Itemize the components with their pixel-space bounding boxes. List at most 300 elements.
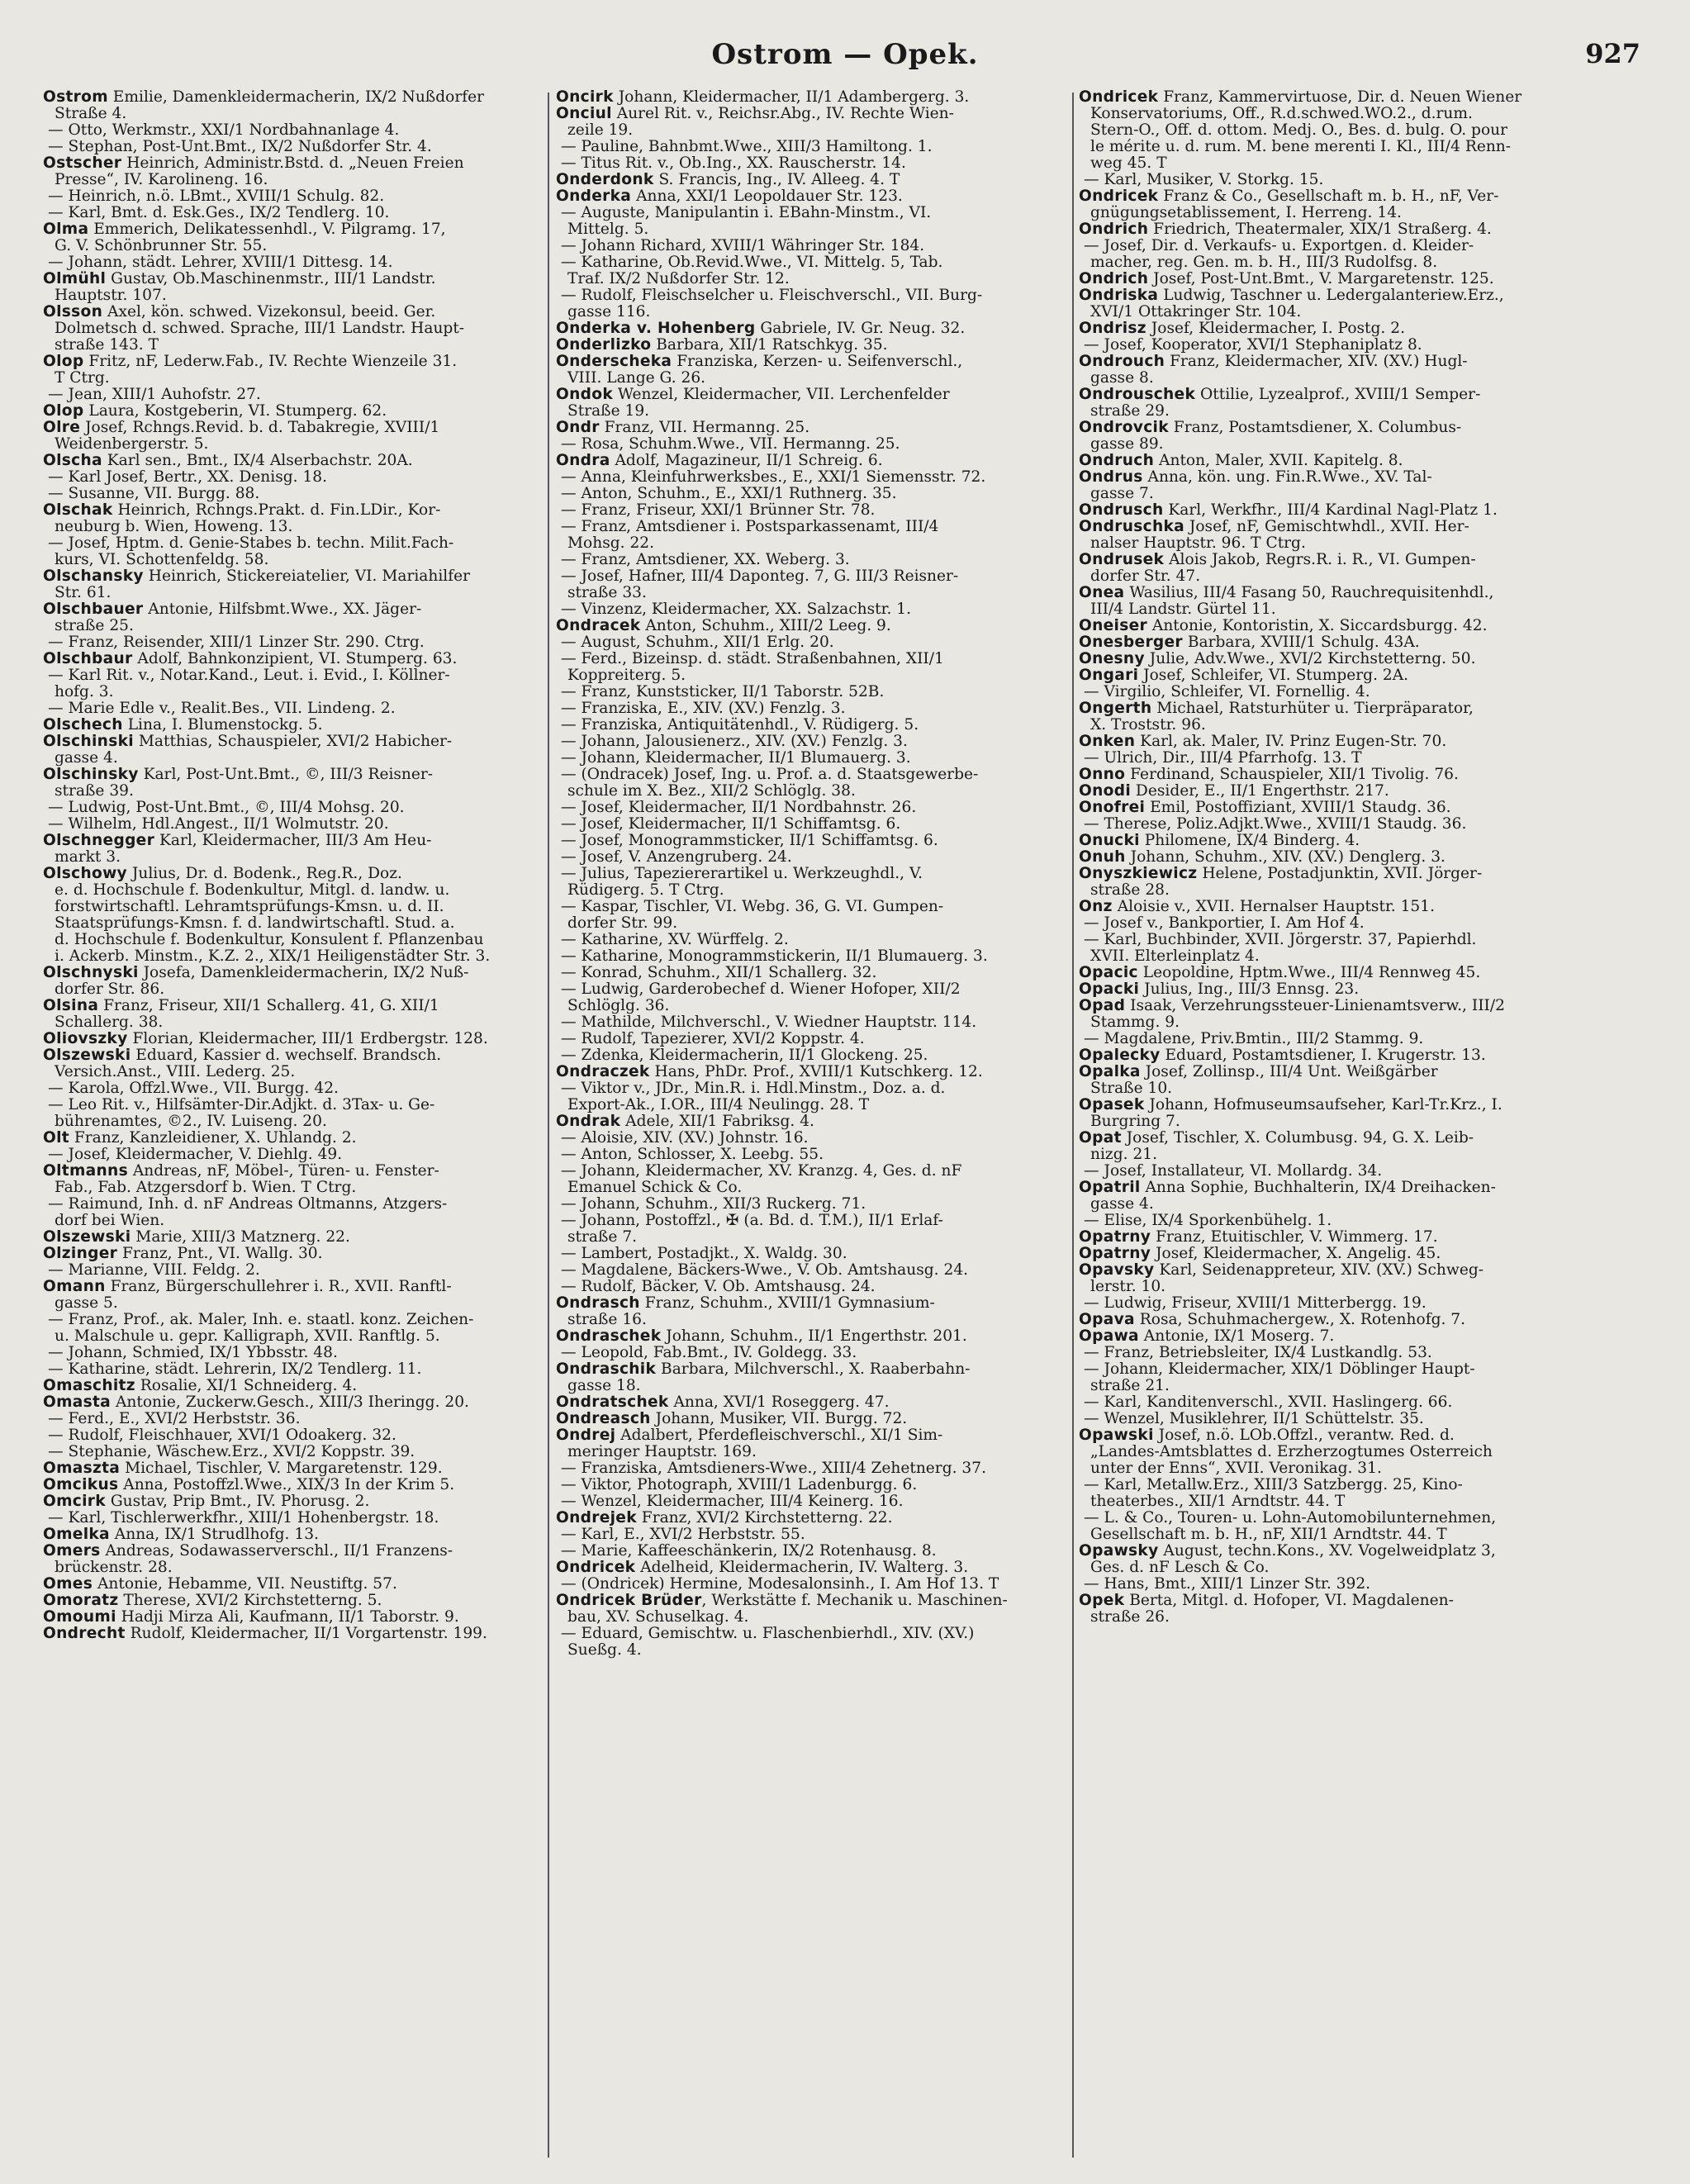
entry-text: Antonie, Zuckerw.Gesch., XIII/3 Iheringg. 20. <box>111 1394 469 1411</box>
entry-line <box>1079 1229 1588 1246</box>
entry-text: Wenzel, Kleidermacher, VII. Lerchenfelder <box>613 387 950 403</box>
continuation-line: Burgring 7. <box>1090 1113 1180 1130</box>
entry-text: Leopoldine, Hptm.Wwe., III/4 Rennweg 45. <box>1137 965 1481 981</box>
sub-entry-line: — Josef, Hafner, III/4 Daponteg. 7, G. III/3 Reisner- <box>561 568 959 585</box>
entry-text: Adele, XII/1 Fabriksg. 4. <box>620 1113 814 1130</box>
entry-text: Barbara, XVIII/1 Schulg. 43A. <box>1182 634 1420 651</box>
continuation-line: dorfer Str. 99. <box>567 915 678 932</box>
entry-surname: Ondra <box>556 453 610 469</box>
continuation-line: gasse 116. <box>567 304 651 320</box>
sub-entry-line: — Karl, Kanditenverschl., XVII. Haslingerg. 66. <box>1084 1394 1453 1411</box>
continuation-line: XVI/1 Ottakringer Str. 104. <box>1090 304 1302 320</box>
entry-text: Ferdinand, Schauspieler, XII/1 Tivolig. 76. <box>1125 767 1459 783</box>
entry-line <box>1079 221 1588 238</box>
entry-surname: Olop <box>43 403 84 420</box>
continuation-line: unter der Enns“, XVII. Veronikag. 31. <box>1090 1460 1382 1477</box>
entry-surname: Ondricek <box>556 1560 636 1576</box>
entry-surname: Opava <box>1079 1312 1135 1328</box>
sub-entry-line: — Katharine, städt. Lehrerin, IX/2 Tendlerg. 11. <box>48 1361 422 1378</box>
entry-line <box>556 1411 1068 1427</box>
sub-entry-line: — Auguste, Manipulantin i. EBahn-Minstm., VI. <box>561 205 932 221</box>
sub-entry-line: — Johann Richard, XVIII/1 Währinger Str. 184. <box>561 238 925 254</box>
entry-line <box>556 387 1068 403</box>
sub-entry-line: — Josef, Monogrammsticker, II/1 Schiffamtsg. 6. <box>561 833 938 849</box>
sub-entry-line: — Therese, Poliz.Adjkt.Wwe., XVIII/1 Staudg. 36. <box>1084 816 1467 833</box>
entry-line <box>1079 287 1588 304</box>
entry-surname: Opacic <box>1079 965 1138 981</box>
entry-surname: Omoratz <box>43 1593 119 1609</box>
continuation-line: i. Ackerb. Minstm., K.Z. 2., XIX/1 Heiligenstädter Str. 3. <box>55 948 491 965</box>
entry-text: Andreas, Sodawasserverschl., II/1 Franzens- <box>100 1543 453 1560</box>
sub-entry-line: — Zdenka, Kleidermacherin, II/1 Glockeng. 25. <box>561 1047 928 1064</box>
sub-entry-line: — Rudolf, Bäcker, V. Ob. Amtshausg. 24. <box>561 1279 876 1295</box>
entry-surname: Ondrouschek <box>1079 387 1196 403</box>
entry-line <box>43 651 559 667</box>
entry-text: Franz, Kammervirtuose, Dir. d. Neuen Wiener <box>1158 89 1522 106</box>
entry-surname: Onno <box>1079 767 1126 783</box>
entry-surname: Opat <box>1079 1130 1122 1147</box>
continuation-line: Ges. d. nF Lesch & Co. <box>1090 1560 1270 1576</box>
entry-text: Helene, Postadjunktin, XVII. Jörger- <box>1197 866 1483 882</box>
entry-surname: Onderdonk <box>556 172 654 188</box>
entry-text: Fritz, nF, Lederw.Fab., IV. Rechte Wienzeile 31. <box>83 354 458 370</box>
entry-surname: Ondrouch <box>1079 354 1165 370</box>
sub-entry-line: — Susanne, VII. Burgg. 88. <box>48 486 260 502</box>
entry-surname: Opatrny <box>1079 1246 1151 1262</box>
entry-surname: Opek <box>1079 1593 1125 1609</box>
continuation-line: X. Troststr. 96. <box>1090 717 1206 734</box>
sub-entry-line: — Josef, Kleidermacher, II/1 Schiffamtsg. 6. <box>561 816 901 833</box>
entry-surname: Omelka <box>43 1526 110 1543</box>
sub-entry-line: — Katharine, Ob.Revid.Wwe., VI. Mittelg. 5, Tab. <box>561 254 943 271</box>
entry-surname: Omers <box>43 1543 101 1560</box>
entry-surname: Onea <box>1079 585 1125 601</box>
entry-surname: Opacki <box>1079 981 1140 998</box>
sub-entry-line: — Josef, Kleidermacher, II/1 Nordbahnstr. 26. <box>561 800 917 816</box>
entry-line <box>43 502 559 519</box>
entry-line <box>1079 1064 1588 1080</box>
entry-text: Heinrich, Administr.Bstd. d. „Neuen Freien <box>121 155 464 172</box>
entry-line <box>556 1361 1068 1378</box>
entry-line <box>43 1279 559 1295</box>
entry-surname: Omann <box>43 1279 106 1295</box>
continuation-line: dorfer Str. 86. <box>55 981 165 998</box>
sub-entry-line: — Josef, Installateur, VI. Mollardg. 34. <box>1084 1163 1383 1180</box>
continuation-line: Weidenbergerstr. 5. <box>55 436 209 453</box>
sub-entry-line: — Lambert, Postadjkt., X. Waldg. 30. <box>561 1246 847 1262</box>
entry-text: Anna, XVI/1 Roseggerg. 47. <box>668 1394 890 1411</box>
entry-text: Laura, Kostgeberin, VI. Stumperg. 62. <box>83 403 387 420</box>
entry-line <box>43 1526 559 1543</box>
continuation-line: e. d. Hochschule f. Bodenkultur, Mitgl. d. landw. u. <box>55 882 450 899</box>
entry-text: Aurel Rit. v., Reichsr.Abg., IV. Rechte Wien- <box>611 106 954 122</box>
entry-surname: Olop <box>43 354 84 370</box>
entry-text: Johann, Schuhm., XIV. (XV.) Denglerg. 3. <box>1125 849 1446 866</box>
sub-entry-line: — Anna, Kleinfuhrwerksbes., E., XXI/1 Siemensstr. 72. <box>561 469 986 486</box>
entry-text: Adolf, Magazineur, II/1 Schreig. 6. <box>610 453 883 469</box>
entry-line <box>1079 320 1588 337</box>
continuation-line: Mittelg. 5. <box>567 221 649 238</box>
sub-entry-line: — Katharine, XV. Würffelg. 2. <box>561 932 789 948</box>
sub-entry-line: — Julius, Tapeziererartikel u. Werkzeughdl., V. <box>561 866 923 882</box>
entry-surname: Ondrecht <box>43 1626 126 1642</box>
entry-line <box>1079 1312 1588 1328</box>
entry-line <box>1079 981 1588 998</box>
entry-text: Karl, Seidenappreteur, XIV. (XV.) Schweg- <box>1154 1262 1484 1279</box>
entry-line <box>43 1593 559 1609</box>
entry-surname: Ondriska <box>1079 287 1159 304</box>
continuation-line: Schlöglg. 36. <box>567 998 670 1014</box>
sub-entry-line: — Karl, E., XVI/2 Herbststr. 55. <box>561 1526 805 1543</box>
entry-text: Josef, Tischler, X. Columbusg. 94, G. X. Leib- <box>1121 1130 1474 1147</box>
sub-entry-line: — Stephanie, Wäschew.Erz., XVI/2 Koppstr. 39. <box>48 1444 415 1460</box>
entry-surname: Olsson <box>43 304 103 320</box>
sub-entry-line: — Raimund, Inh. d. nF Andreas Oltmanns, Atzgers- <box>48 1196 448 1213</box>
entry-surname: Ondricek <box>1079 188 1159 205</box>
entry-surname: Ondreasch <box>556 1411 651 1427</box>
entry-line <box>43 1378 559 1394</box>
sub-entry-line: — Rudolf, Fleischhauer, XVI/1 Odoakerg. 32. <box>48 1427 396 1444</box>
entry-line <box>1079 271 1588 287</box>
sub-entry-line: — Franz, Reisender, XIII/1 Linzer Str. 290. Ctrg. <box>48 634 425 651</box>
sub-entry-line: — Karl, Bmt. d. Esk.Ges., IX/2 Tendlerg. 10. <box>48 205 390 221</box>
entry-surname: Ondr <box>556 420 600 436</box>
sub-entry-line: — Franziska, Antiquitätenhdl., V. Rüdigerg. 5. <box>561 717 919 734</box>
page-header <box>0 38 1690 88</box>
entry-surname: Olt <box>43 1130 69 1147</box>
entry-line <box>43 1543 559 1560</box>
continuation-line: III/4 Landstr. Gürtel 11. <box>1090 601 1276 618</box>
entry-surname: Omes <box>43 1576 93 1593</box>
entry-surname: Oneiser <box>1079 618 1147 634</box>
entry-text: Hans, PhDr. Prof., XVIII/1 Kutschkerg. 12. <box>649 1064 983 1080</box>
sub-entry-line: — Franz, Amtsdiener, XX. Weberg. 3. <box>561 552 850 568</box>
entry-text: Julie, Adv.Wwe., XVI/2 Kirchstetterng. 50. <box>1144 651 1476 667</box>
sub-entry-line: — Otto, Werkmstr., XXI/1 Nordbahnanlage 4. <box>48 122 400 139</box>
sub-entry-line: — August, Schuhm., XII/1 Erlg. 20. <box>561 634 834 651</box>
sub-entry-line: — (Ondracek) Josef, Ing. u. Prof. a. d. Staatsgewerbe- <box>561 767 979 783</box>
entry-text: Johann, Kleidermacher, II/1 Adambergerg. 3. <box>613 89 970 106</box>
sub-entry-line: — Johann, Jalousienerz., XIV. (XV.) Fenzlg. 3. <box>561 734 908 750</box>
entry-line <box>1079 552 1588 568</box>
entry-text: Adolf, Bahnkonzipient, VI. Stumperg. 63. <box>132 651 458 667</box>
continuation-line: straße 29. <box>1090 403 1170 420</box>
entry-surname: Oncirk <box>556 89 614 106</box>
entry-text: Therese, XVI/2 Kirchstetterng. 5. <box>118 1593 382 1609</box>
sub-entry-line: — L. & Co., Touren- u. Lohn-Automobilunternehmen, <box>1084 1510 1497 1526</box>
entry-text: Axel, kön. schwed. Vizekonsul, beeid. Ger. <box>102 304 436 320</box>
entry-text: Karl sen., Bmt., IX/4 Alserbachstr. 20A. <box>102 453 413 469</box>
entry-surname: Olschansky <box>43 568 144 585</box>
column-1 <box>43 89 559 2163</box>
entry-line <box>556 188 1068 205</box>
sub-entry-line: — Magdalene, Priv.Bmtin., III/2 Stammg. 9. <box>1084 1031 1424 1047</box>
entry-surname: Olma <box>43 221 89 238</box>
entry-text: Franz, Friseur, XII/1 Schallerg. 41, G. XII/1 <box>98 998 439 1014</box>
continuation-line: VIII. Lange G. 26. <box>567 370 706 387</box>
entry-line <box>43 1477 559 1493</box>
sub-entry-line: — Wenzel, Musiklehrer, II/1 Schüttelstr. 35. <box>1084 1411 1424 1427</box>
sub-entry-line: — Marianne, VIII. Feldg. 2. <box>48 1262 260 1279</box>
entry-text: Franziska, Kerzen- u. Seifenverschl., <box>672 354 963 370</box>
entry-text: Antonie, Hilfsbmt.Wwe., XX. Jäger- <box>143 601 422 618</box>
sub-entry-line: — Anton, Schlosser, X. Leebg. 55. <box>561 1147 824 1163</box>
entry-surname: Olschinsky <box>43 767 139 783</box>
entry-surname: Ondrusek <box>1079 552 1165 568</box>
entry-text: Anna, Postoffzl.Wwe., XIX/3 In der Krim 5. <box>118 1477 455 1493</box>
entry-text: Heinrich, Stickereiatelier, VI. Mariahilfer <box>143 568 471 585</box>
entry-text: Friedrich, Theatermaler, XIX/1 Straßerg. 4. <box>1148 221 1492 238</box>
sub-entry-line: — Wenzel, Kleidermacher, III/4 Keinerg. 16. <box>561 1493 904 1510</box>
entry-text: Karl, ak. Maler, IV. Prinz Eugen-Str. 70. <box>1135 734 1447 750</box>
entry-text: Franz, Schuhm., XVIII/1 Gymnasium- <box>639 1295 935 1312</box>
entry-text: Anna, kön. ung. Fin.R.Wwe., XV. Tal- <box>1142 469 1432 486</box>
entry-surname: Olschech <box>43 717 123 734</box>
entry-line <box>43 1031 559 1047</box>
continuation-line: straße 25. <box>55 618 134 634</box>
entry-text: Philomene, IX/4 Binderg. 4. <box>1139 833 1360 849</box>
continuation-line: Koppreiterg. 5. <box>567 667 686 684</box>
entry-text: Josef, Zollinsp., III/4 Unt. Weißgärber <box>1140 1064 1438 1080</box>
entry-surname: Ondrovcik <box>1079 420 1169 436</box>
continuation-line: Str. 61. <box>55 585 112 601</box>
entry-surname: Opawsky <box>1079 1543 1159 1560</box>
entry-surname: Onyszkiewicz <box>1079 866 1198 882</box>
entry-surname: Olscha <box>43 453 102 469</box>
sub-entry-line: — Rudolf, Tapezierer, XVI/2 Koppstr. 4. <box>561 1031 865 1047</box>
continuation-line: nizg. 21. <box>1090 1147 1158 1163</box>
entry-text: Franz, Postamtsdiener, X. Columbus- <box>1168 420 1462 436</box>
entry-text: Marie, XIII/3 Matznerg. 22. <box>131 1229 350 1246</box>
entry-line <box>1079 734 1588 750</box>
entry-text: Gabriele, IV. Gr. Neug. 32. <box>755 320 966 337</box>
entry-line <box>1079 800 1588 816</box>
entry-text: Adelheid, Kleidermacherin, IV. Walterg. 3. <box>635 1560 969 1576</box>
sub-entry-line: — Josef, V. Anzengruberg. 24. <box>561 849 792 866</box>
continuation-line: weg 45. T <box>1090 155 1167 172</box>
sub-entry-line: — Leo Rit. v., Hilfsämter-Dir.Adjkt. d. 3Tax- u. Ge- <box>48 1097 435 1113</box>
entry-line <box>1079 634 1588 651</box>
continuation-line: straße 33. <box>567 585 647 601</box>
entry-line <box>1079 354 1588 370</box>
continuation-line: theaterbes., XII/1 Arndtstr. 44. T <box>1090 1493 1346 1510</box>
entry-surname: Olschnyski <box>43 965 139 981</box>
entry-line <box>43 304 559 320</box>
sub-entry-line: — Katharine, Monogrammstickerin, II/1 Blumauerg. 3. <box>561 948 988 965</box>
continuation-line: straße 21. <box>1090 1378 1170 1394</box>
entry-text: Emil, Postoffiziant, XVIII/1 Staudg. 36. <box>1145 800 1451 816</box>
entry-text: Anna Sophie, Buchhalterin, IX/4 Dreihacken- <box>1140 1180 1496 1196</box>
entry-line <box>1079 700 1588 717</box>
entry-text: Josef, Kleidermacher, X. Angelig. 45. <box>1151 1246 1441 1262</box>
entry-surname: Olzinger <box>43 1246 118 1262</box>
sub-entry-line: — Kaspar, Tischler, VI. Webg. 36, G. VI. Gumpen- <box>561 899 944 915</box>
entry-surname: Ostrom <box>43 89 108 106</box>
continuation-line: bührenamtes, ©2., IV. Luiseng. 20. <box>55 1113 327 1130</box>
entry-text: Karl, Werkfhr., III/4 Kardinal Nagl-Platz 1. <box>1163 502 1498 519</box>
entry-text: Franz, VII. Hermanng. 25. <box>599 420 810 436</box>
entry-surname: Olschak <box>43 502 113 519</box>
sub-entry-line: — Heinrich, n.ö. LBmt., XVIII/1 Schulg. 82. <box>48 188 385 205</box>
continuation-line: gasse 5. <box>55 1295 118 1312</box>
entry-text: Barbara, XII/1 Ratschkyg. 35. <box>651 337 888 354</box>
entry-text: Josef, Post-Unt.Bmt., V. Margaretenstr. 125. <box>1148 271 1494 287</box>
continuation-line: XVII. Elterleinplatz 4. <box>1090 948 1260 965</box>
sub-entry-line: — Franz, Prof., ak. Maler, Inh. e. staatl. konz. Zeichen- <box>48 1312 474 1328</box>
continuation-line: „Landes-Amtsblattes d. Erzherzogtumes Österreich <box>1090 1444 1493 1460</box>
entry-surname: Onodi <box>1079 783 1132 800</box>
entry-line <box>1079 1180 1588 1196</box>
entry-surname: Opawa <box>1079 1328 1139 1345</box>
sub-entry-line: — Karl Josef, Bertr., XX. Denisg. 18. <box>48 469 328 486</box>
entry-text: Franz, Bürgerschullehrer i. R., XVII. Ranftl- <box>105 1279 452 1295</box>
sub-entry-line: — Ludwig, Garderobechef d. Wiener Hofoper, XII/2 <box>561 981 961 998</box>
entry-text: Rosa, Schuhmachergew., X. Rotenhofg. 7. <box>1134 1312 1466 1328</box>
entry-surname: Onderscheka <box>556 354 672 370</box>
entry-surname: Ondruch <box>1079 453 1155 469</box>
sub-entry-line: — Karl Rit. v., Notar.Kand., Leut. i. Evid., I. Köllner- <box>48 667 450 684</box>
entry-text: Florian, Kleidermacher, III/1 Erdbergstr. 128. <box>127 1031 488 1047</box>
entry-line <box>1079 469 1588 486</box>
entry-line <box>1079 1543 1588 1560</box>
continuation-line: Presse“, IV. Karolineng. 16. <box>55 172 268 188</box>
entry-line <box>556 1593 1068 1609</box>
entry-text: Anton, Maler, XVII. Kapitelg. 8. <box>1154 453 1403 469</box>
entry-text: Josef, Rchngs.Revid. b. d. Tabakregie, XVIII/1 <box>80 420 440 436</box>
entry-text: Desider, E., II/1 Engerthstr. 217. <box>1131 783 1389 800</box>
sub-entry-line: — Magdalene, Bäckers-Wwe., V. Ob. Amtshausg. 24. <box>561 1262 969 1279</box>
continuation-line: le mérite u. d. rum. M. bene merenti I. Kl., III/4 Renn- <box>1090 139 1512 155</box>
continuation-line: hofg. 3. <box>55 684 114 700</box>
sub-entry-line: — Johann, Schuhm., XII/3 Ruckerg. 71. <box>561 1196 866 1213</box>
continuation-line: brückenstr. 28. <box>55 1560 173 1576</box>
entry-text: Josef, nF, Gemischtwhdl., XVII. Her- <box>1184 519 1469 535</box>
continuation-line: gnügungsetablissement, I. Herreng. 14. <box>1090 205 1402 221</box>
sub-entry-line: — Johann, städt. Lehrer, XVIII/1 Dittesg. 14. <box>48 254 393 271</box>
entry-line <box>43 1163 559 1180</box>
entry-text: Karl, Kleidermacher, III/3 Am Heu- <box>154 833 432 849</box>
entry-line <box>1079 767 1588 783</box>
entry-surname: Opasek <box>1079 1097 1145 1113</box>
entry-line <box>1079 998 1588 1014</box>
column-3 <box>1079 89 1588 2163</box>
entry-surname: Onesny <box>1079 651 1145 667</box>
sub-entry-line: — Karl, Metallw.Erz., XIII/3 Satzbergg. 25, Kino- <box>1084 1477 1463 1493</box>
sub-entry-line: — Ulrich, Dir., III/4 Pfarrhofg. 13. T <box>1084 750 1362 767</box>
continuation-line: Stammg. 9. <box>1090 1014 1180 1031</box>
entry-line <box>43 1609 559 1626</box>
continuation-line: dorf bei Wien. <box>55 1213 165 1229</box>
entry-surname: Ondrej <box>556 1427 616 1444</box>
entry-text: Franz, Pnt., VI. Wallg. 30. <box>117 1246 323 1262</box>
sub-entry-line: — Josef, Kooperator, XVI/1 Stephaniplatz 8. <box>1084 337 1422 354</box>
entry-text: Gustav, Ob.Maschinenmstr., III/1 Landstr. <box>106 271 436 287</box>
entry-line <box>43 1576 559 1593</box>
entry-line <box>43 354 559 370</box>
entry-text: Gustav, Prip Bmt., IV. Phorusg. 2. <box>105 1493 370 1510</box>
entry-line <box>556 420 1068 436</box>
entry-text: S. Francis, Ing., IV. Alleeg. 4. T <box>653 172 900 188</box>
entry-surname: Onesberger <box>1079 634 1183 651</box>
entry-line <box>556 172 1068 188</box>
entry-surname: Olschbauer <box>43 601 144 618</box>
continuation-line: gasse 7. <box>1090 486 1154 502</box>
entry-text: Franz, Etuitischler, V. Wimmerg. 17. <box>1151 1229 1438 1246</box>
entry-text: Barbara, Milchverschl., X. Raaberbahn- <box>656 1361 971 1378</box>
continuation-line: Schallerg. 38. <box>55 1014 164 1031</box>
continuation-line: straße 16. <box>567 1312 647 1328</box>
continuation-line: straße 7. <box>567 1229 638 1246</box>
entry-line <box>43 420 559 436</box>
sub-entry-line: — Virgilio, Schleifer, VI. Fornellig. 4. <box>1084 684 1370 700</box>
entry-text: Franz, XVI/2 Kirchstetterng. 22. <box>636 1510 893 1526</box>
entry-text: Isaak, Verzehrungssteuer-Linienamtsverw., III/2 <box>1125 998 1505 1014</box>
continuation-line: straße 28. <box>1090 882 1170 899</box>
entry-line <box>1079 1427 1588 1444</box>
entry-surname: Olsina <box>43 998 99 1014</box>
continuation-line: nalser Hauptstr. 96. T Ctrg. <box>1090 535 1306 552</box>
sub-entry-line: — Rudolf, Fleischselcher u. Fleischverschl., VII. Burg- <box>561 287 983 304</box>
continuation-line: Dolmetsch d. schwed. Sprache, III/1 Landstr. Haupt- <box>55 320 465 337</box>
entry-surname: Onderka <box>556 188 632 205</box>
entry-surname: Ondok <box>556 387 613 403</box>
continuation-line: meringer Hauptstr. 169. <box>567 1444 757 1460</box>
entry-text: Julius, Ing., III/3 Ennsg. 23. <box>1139 981 1360 998</box>
entry-text: Anna, XXI/1 Leopoldauer Str. 123. <box>631 188 903 205</box>
entry-line <box>1079 1328 1588 1345</box>
entry-surname: Onucki <box>1079 833 1140 849</box>
entry-surname: Onderlizko <box>556 337 652 354</box>
entry-surname: Opatril <box>1079 1180 1141 1196</box>
entry-text: Heinrich, Rchngs.Prakt. d. Fin.LDir., Kor- <box>112 502 441 519</box>
continuation-line: straße 26. <box>1090 1609 1170 1626</box>
entry-surname: Ondraschek <box>556 1328 662 1345</box>
entry-surname: Ongari <box>1079 667 1139 684</box>
entry-line <box>556 1427 1068 1444</box>
entry-text: , Werkstätte f. Mechanik u. Maschinen- <box>701 1593 1008 1609</box>
entry-line <box>1079 89 1588 106</box>
entry-text: Franz, Kanzleidiener, X. Uhlandg. 2. <box>69 1130 357 1147</box>
sub-entry-line: — Josef, Kleidermacher, V. Diehlg. 49. <box>48 1147 343 1163</box>
entry-surname: Omcikus <box>43 1477 119 1493</box>
entry-text: Antonie, Kontoristin, X. Siccardsburgg. 42. <box>1146 618 1488 634</box>
column-rule <box>1072 93 1074 2158</box>
entry-surname: Omaschitz <box>43 1378 135 1394</box>
entry-line <box>1079 1097 1588 1113</box>
entry-line <box>556 1113 1068 1130</box>
sub-entry-line: — Jean, XIII/1 Auhofstr. 27. <box>48 387 261 403</box>
entry-line <box>556 1394 1068 1411</box>
entry-text: Eduard, Postamtsdiener, I. Krugerstr. 13. <box>1160 1047 1486 1064</box>
running-title: Ostrom — Opek. <box>711 38 979 71</box>
entry-surname: Oliovszky <box>43 1031 128 1047</box>
entry-text: Andreas, nF, Möbel-, Türen- u. Fenster- <box>127 1163 439 1180</box>
continuation-line: Versich.Anst., VIII. Lederg. 25. <box>55 1064 296 1080</box>
page-number: 927 <box>1585 38 1640 69</box>
entry-line <box>43 271 559 287</box>
sub-entry-line: — Rosa, Schuhm.Wwe., VII. Hermanng. 25. <box>561 436 900 453</box>
entry-text: Josef, Kleidermacher, I. Postg. 2. <box>1146 320 1405 337</box>
entry-line <box>43 89 559 106</box>
entry-line <box>1079 651 1588 667</box>
continuation-line: gasse 18. <box>567 1378 641 1394</box>
entry-line <box>556 320 1068 337</box>
entry-surname: Ondracek <box>556 618 641 634</box>
entry-line <box>43 1246 559 1262</box>
continuation-line: Fab., Fab. Atzgersdorf b. Wien. T Ctrg. <box>55 1180 357 1196</box>
sub-entry-line: — Hans, Bmt., XIII/1 Linzer Str. 392. <box>1084 1576 1371 1593</box>
entry-text: Josef, Schleifer, VI. Stumperg. 2A. <box>1138 667 1409 684</box>
